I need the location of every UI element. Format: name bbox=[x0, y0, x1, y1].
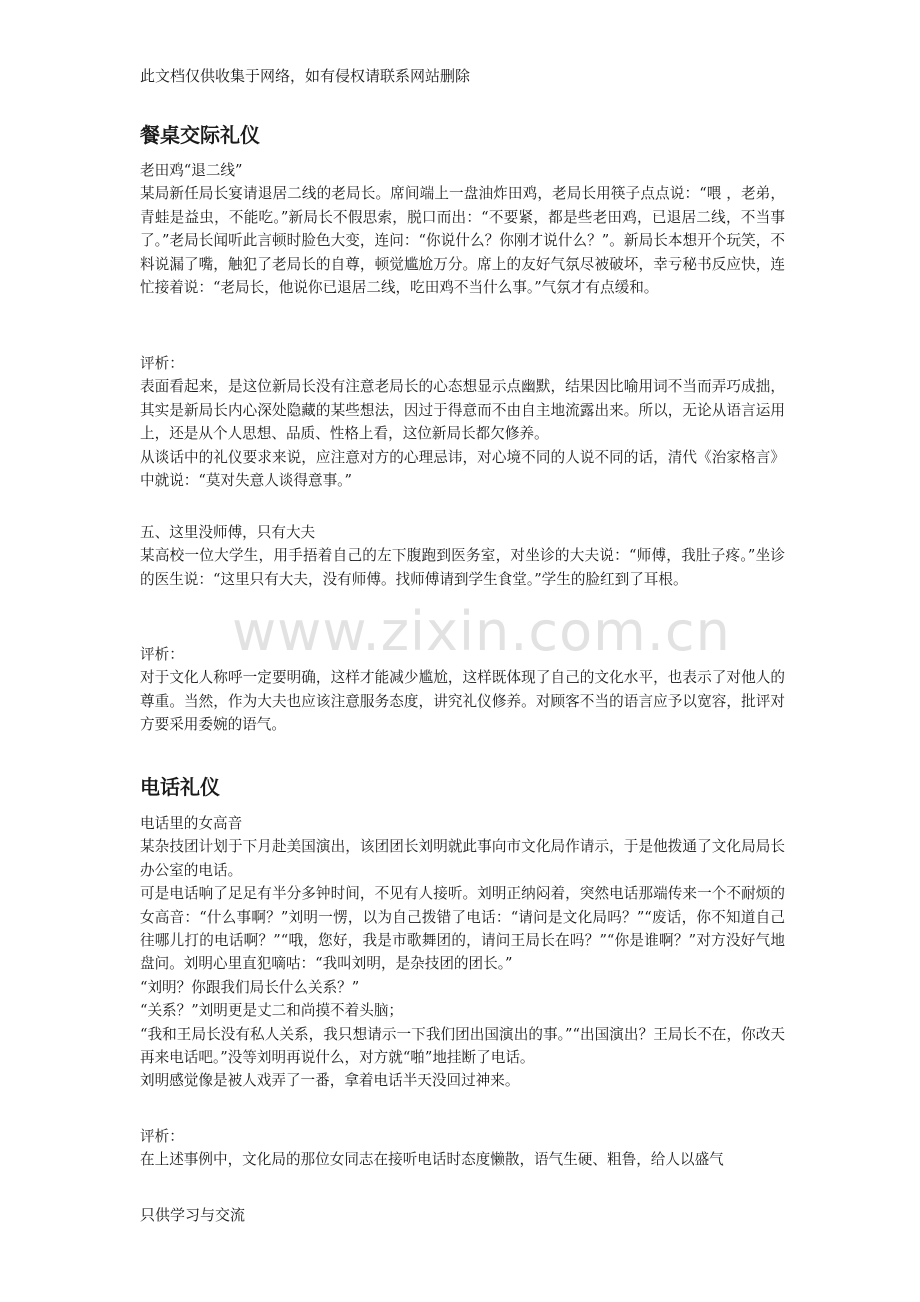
story-phone bbox=[140, 812, 785, 1093]
review-paragraph: 在上述事例中，文化局的那位女同志在接听电话时态度懒散，语气生硬、粗鲁，给人以盛气 bbox=[140, 1151, 724, 1169]
story-doctor bbox=[140, 521, 785, 591]
story-paragraph: 可是电话响了足足有半分多钟时间，不见有人接听。刘明正纳闷着，突然电话那端传来一个不耐烦的女高音：“什么事啊？”刘明一愣，以为自己拨错了电话：“请问是文化局吗？”“废话，你不知道自己往哪儿打的电话啊？”“哦，您好，我是市歌舞团的，请问王局长在吗？”“你是谁啊？”对方没好气地盘问。刘明心里直犯嘀咕：“我叫刘明，是杂技团的团长。” bbox=[140, 885, 785, 973]
document-footer-note: 只供学习与交流 bbox=[140, 1206, 246, 1224]
story-heading: 五、这里没师傅，只有大夫 bbox=[140, 524, 316, 541]
review-label: 评析： bbox=[140, 1128, 184, 1145]
story-paragraph: “我和王局长没有私人关系，我只想请示一下我们团出国演出的事。”“出国演出？王局长不在，你改天再来电话吧。”没等刘明再说什么，对方就“啪”地挂断了电话。 bbox=[140, 1025, 785, 1067]
story-old-frog bbox=[140, 159, 785, 299]
story-paragraph: “刘明？你跟我们局长什么关系？” bbox=[140, 978, 360, 996]
document-header-note: 此文档仅供收集于网络，如有侵权请联系网站删除 bbox=[140, 67, 471, 85]
story-paragraph: 某高校一位大学生，用手捂着自己的左下腹跑到医务室，对坐诊的大夫说：“师傅，我肚子疼。”坐诊的医生说：“这里只有大夫，没有师傅。找师傅请到学生食堂。”学生的脸红到了耳根。 bbox=[140, 547, 785, 588]
story-paragraph: “关系？”刘明更是丈二和尚摸不着头脑； bbox=[140, 1002, 404, 1020]
watermark: www.zixin.com.cn bbox=[232, 600, 731, 663]
review-paragraph: 对于文化人称呼一定要明确，这样才能减少尴尬，这样既体现了自己的文化水平，也表示了对他人的尊重。当然，作为大夫也应该注意服务态度，讲究礼仪修养。对顾客不当的语言应予以宽容，批评对方要采用委婉的语气。 bbox=[140, 669, 785, 734]
review-label: 评析： bbox=[140, 355, 184, 372]
review-doctor bbox=[140, 643, 785, 737]
review-phone bbox=[140, 1125, 785, 1172]
story-paragraph: 刘明感觉像是被人戏弄了一番，拿着电话半天没回过神来。 bbox=[140, 1072, 520, 1090]
review-old-frog bbox=[140, 352, 785, 492]
section-title-dining-etiquette: 餐桌交际礼仪 bbox=[140, 123, 260, 147]
review-label: 评析： bbox=[140, 646, 184, 663]
review-paragraph: 表面看起来，是这位新局长没有注意老局长的心态想显示点幽默，结果因比喻用词不当而弄巧成拙，其实是新局长内心深处隐藏的某些想法，因过于得意而不由自主地流露出来。所以，无论从语言运用上，还是从个人思想、品质、性格上看，这位新局长都欠修养。 bbox=[140, 378, 785, 443]
story-paragraph: 某局新任局长宴请退居二线的老局长。席间端上一盘油炸田鸡，老局长用筷子点点说：“喂 ，老弟，青蛙是益虫，不能吃。”新局长不假思索，脱口而出：“不要紧，都是些老田鸡，已退居二线，不当事了。”老局长闻听此言顿时脸色大变，连问：“你说什么？你刚才说什么？”。新局长本想开个玩笑，不料说漏了嘴，触犯了老局长的自尊，顿觉尴尬万分。席上的友好气氛尽被破坏，幸亏秘书反应快，连忙接着说：“老局长，他说你已退居二线，吃田鸡不当什么事。”气氛才有点缓和。 bbox=[140, 185, 785, 297]
section-title-phone-etiquette: 电话礼仪 bbox=[140, 775, 220, 799]
story-heading: 老田鸡“退二线” bbox=[140, 162, 243, 179]
review-paragraph: 从谈话中的礼仪要求来说，应注意对方的心理忌讳，对心境不同的人说不同的话，清代《治家格言》中就说：“莫对失意人谈得意事。” bbox=[140, 448, 785, 490]
story-paragraph: 某杂技团计划于下月赴美国演出，该团团长刘明就此事向市文化局作请示，于是他拨通了文化局局长办公室的电话。 bbox=[140, 838, 785, 879]
story-heading: 电话里的女高音 bbox=[140, 815, 243, 832]
